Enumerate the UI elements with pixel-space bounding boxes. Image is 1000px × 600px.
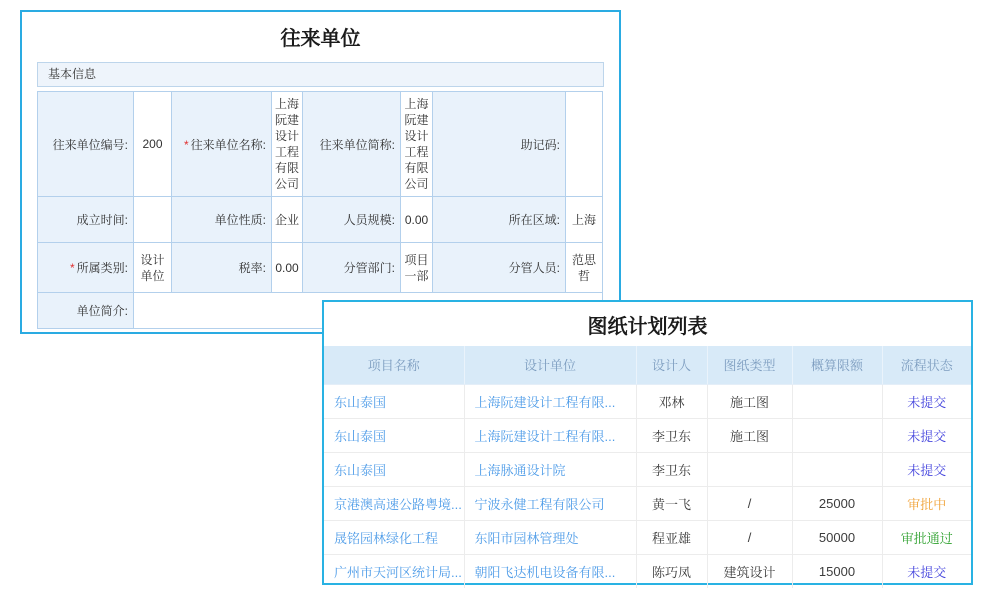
code-label: 往来单位编号: <box>38 92 134 197</box>
design-unit-link[interactable]: 朝阳飞达机电设备有限... <box>464 554 636 588</box>
drawing-plan-table <box>324 346 971 588</box>
manager-label: 分管人员: <box>433 243 566 293</box>
table-row <box>324 520 971 554</box>
status-cell: 未提交 <box>882 418 971 452</box>
designer-cell: 李卫东 <box>636 452 707 486</box>
category-value: 设计单位 <box>134 243 172 293</box>
founded-value <box>134 197 172 243</box>
drawing-type-cell: / <box>707 520 792 554</box>
partner-form-title: 往来单位 <box>280 28 361 50</box>
department-value: 项目一部 <box>401 243 433 293</box>
short-name-value: 上海阮建设计工程有限公司 <box>401 92 433 197</box>
required-mark: * <box>183 137 189 152</box>
col-header-drawing-type: 图纸类型 <box>707 346 792 384</box>
project-link[interactable]: 东山泰国 <box>324 418 464 452</box>
nature-label: 单位性质: <box>172 197 272 243</box>
department-label: 分管部门: <box>303 243 401 293</box>
form-row-3 <box>38 243 603 293</box>
region-value: 上海 <box>566 197 603 243</box>
design-unit-link[interactable]: 东阳市园林管理处 <box>464 520 636 554</box>
status-cell: 未提交 <box>882 452 971 486</box>
name-value: 上海阮建设计工程有限公司 <box>272 92 303 197</box>
budget-cell <box>792 384 882 418</box>
designer-cell: 程亚雄 <box>636 520 707 554</box>
drawing-type-cell <box>707 452 792 486</box>
design-unit-link[interactable]: 上海阮建设计工程有限... <box>464 418 636 452</box>
name-label: * 往来单位名称: <box>172 92 272 197</box>
short-name-label: 往来单位简称: <box>303 92 401 197</box>
partner-form-table <box>37 91 603 329</box>
design-unit-link[interactable]: 上海脉通设计院 <box>464 452 636 486</box>
staff-size-label: 人员规模: <box>303 197 401 243</box>
project-link[interactable]: 广州市天河区统计局... <box>324 554 464 588</box>
project-link[interactable]: 东山泰国 <box>324 452 464 486</box>
mnemonic-label: 助记码: <box>433 92 566 197</box>
table-row <box>324 486 971 520</box>
designer-cell: 李卫东 <box>636 418 707 452</box>
nature-value: 企业 <box>272 197 303 243</box>
table-header-row <box>324 346 971 384</box>
designer-cell: 黄一飞 <box>636 486 707 520</box>
form-row-2 <box>38 197 603 243</box>
status-cell: 审批中 <box>882 486 971 520</box>
drawing-type-cell: 施工图 <box>707 418 792 452</box>
budget-cell: 25000 <box>792 486 882 520</box>
designer-cell: 陈巧凤 <box>636 554 707 588</box>
drawing-type-cell: 施工图 <box>707 384 792 418</box>
founded-label: 成立时间: <box>38 197 134 243</box>
project-link[interactable]: 晟铭园林绿化工程 <box>324 520 464 554</box>
design-unit-link[interactable]: 上海阮建设计工程有限... <box>464 384 636 418</box>
col-header-project: 项目名称 <box>324 346 464 384</box>
status-cell: 未提交 <box>882 554 971 588</box>
drawing-type-cell: / <box>707 486 792 520</box>
col-header-status: 流程状态 <box>882 346 971 384</box>
region-label: 所在区域: <box>433 197 566 243</box>
intro-label: 单位简介: <box>38 293 134 329</box>
partner-form-panel <box>20 10 621 334</box>
drawing-plan-title: 图纸计划列表 <box>587 316 708 338</box>
mnemonic-value <box>566 92 603 197</box>
budget-cell <box>792 418 882 452</box>
required-mark: * <box>69 261 75 275</box>
budget-cell: 15000 <box>792 554 882 588</box>
table-row <box>324 452 971 486</box>
staff-size-value: 0.00 <box>401 197 433 243</box>
category-label: * 所属类别: <box>38 243 134 293</box>
status-cell: 审批通过 <box>882 520 971 554</box>
project-link[interactable]: 东山泰国 <box>324 384 464 418</box>
designer-cell: 邓林 <box>636 384 707 418</box>
budget-cell: 50000 <box>792 520 882 554</box>
drawing-plan-panel <box>322 300 973 585</box>
col-header-design-unit: 设计单位 <box>464 346 636 384</box>
table-row <box>324 554 971 588</box>
status-cell: 未提交 <box>882 384 971 418</box>
drawing-type-cell: 建筑设计 <box>707 554 792 588</box>
design-unit-link[interactable]: 宁波永健工程有限公司 <box>464 486 636 520</box>
tax-rate-label: 税率: <box>172 243 272 293</box>
table-row <box>324 384 971 418</box>
code-value: 200 <box>134 92 172 197</box>
table-row <box>324 418 971 452</box>
project-link[interactable]: 京港澳高速公路粤境... <box>324 486 464 520</box>
manager-value: 范思哲 <box>566 243 603 293</box>
col-header-designer: 设计人 <box>636 346 707 384</box>
basic-info-section-header: 基本信息 <box>37 62 604 87</box>
tax-rate-value: 0.00 <box>272 243 303 293</box>
form-row-1 <box>38 92 603 197</box>
col-header-budget: 概算限额 <box>792 346 882 384</box>
budget-cell <box>792 452 882 486</box>
